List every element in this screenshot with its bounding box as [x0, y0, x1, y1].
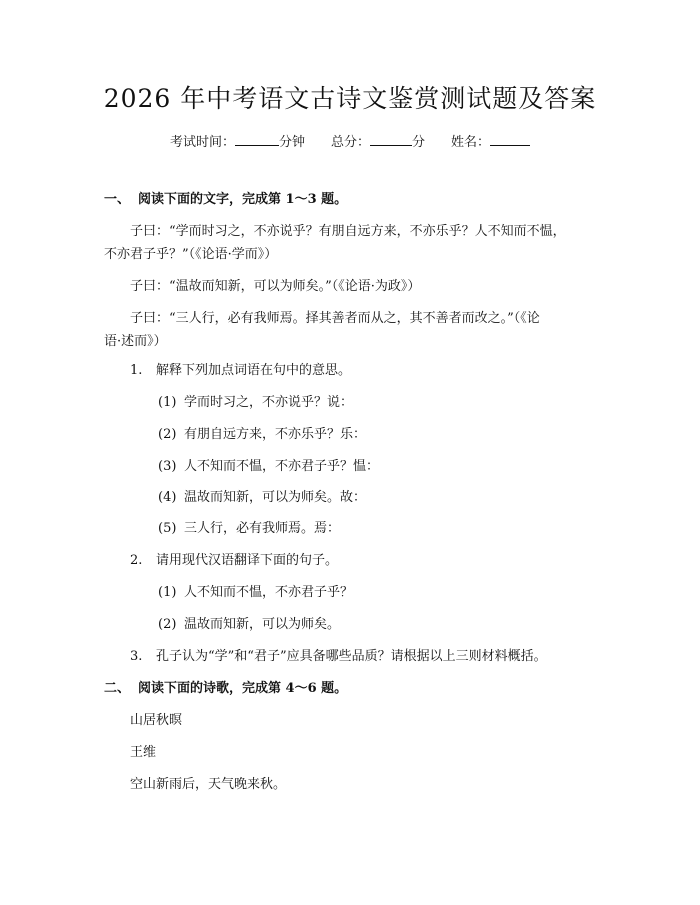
question-item [158, 583, 353, 603]
section-heading-1 [104, 190, 347, 210]
time-unit: 分钟 [278, 135, 305, 150]
name-label: 姓名： [451, 135, 491, 150]
section-heading-2 [104, 679, 347, 699]
question-item [158, 488, 366, 508]
item-text: 三人行，必有我师焉。焉： [184, 521, 341, 536]
item-text: 温故而知新，可以为师矣。 [184, 617, 341, 632]
exam-info-line [0, 131, 700, 153]
item-text: 人不知而不愠，不亦君子乎？ [184, 585, 354, 600]
question-text: 解释下列加点词语在句中的意思。 [156, 363, 352, 378]
question-2 [130, 551, 338, 571]
passage-line: 子曰：“学而时习之，不亦说乎？有朋自远方来，不亦乐乎？人不知而不愠， [130, 224, 566, 239]
score-label: 总分： [330, 135, 370, 150]
question-text: 孔子认为“学”和“君子”应具备哪些品质？请根据以上三则材料概括。 [156, 649, 547, 664]
section-number: 二、 [104, 681, 131, 696]
passage-line: 子曰：“三人行，必有我师焉。择其善者而从之，其不善者而改之。”（《论 [130, 311, 540, 326]
item-number: (1) [158, 395, 177, 410]
question-item [158, 519, 340, 539]
question-number: 1. [130, 363, 143, 378]
item-number: (2) [158, 617, 177, 632]
section-heading-text: 阅读下面的文字，完成第 1～3 题。 [138, 192, 348, 207]
passage-line: 语·述而》） [104, 334, 167, 349]
item-text: 人不知而不愠，不亦君子乎？愠： [184, 459, 380, 474]
document-title: 2026 年中考语文古诗文鉴赏测试题及答案 [103, 84, 597, 113]
time-label: 考试时间： [169, 135, 235, 150]
question-number: 2. [130, 553, 143, 568]
poem-line: 空山新雨后，天气晚来秋。 [130, 777, 287, 792]
section-number: 一、 [104, 192, 131, 207]
item-text: 有朋自远方来，不亦乐乎？乐： [184, 427, 367, 442]
question-item [158, 425, 366, 445]
passage-line: 子曰：“温故而知新，可以为师矣。”（《论语·为政》） [130, 279, 421, 294]
item-text: 温故而知新，可以为师矣。故： [184, 490, 367, 505]
score-unit: 分 [412, 135, 426, 150]
score-blank [370, 131, 412, 146]
item-text: 学而时习之，不亦说乎？说： [184, 395, 354, 410]
poem-title: 山居秋暝 [130, 713, 183, 728]
item-number: (2) [158, 427, 177, 442]
poem-author: 王维 [130, 745, 157, 760]
question-item [158, 393, 353, 413]
passage-line: 不亦君子乎？”（《论语·学而》） [104, 247, 278, 262]
section-heading-text: 阅读下面的诗歌，完成第 4～6 题。 [138, 681, 348, 696]
question-item [158, 615, 340, 635]
question-3 [130, 647, 547, 667]
item-number: (5) [158, 521, 177, 536]
question-text: 请用现代汉语翻译下面的句子。 [156, 553, 339, 568]
question-1 [130, 361, 351, 381]
question-number: 3. [130, 649, 143, 664]
item-number: (4) [158, 490, 177, 505]
item-number: (1) [158, 585, 177, 600]
question-item [158, 457, 379, 477]
name-blank [490, 131, 530, 146]
time-blank [235, 131, 279, 146]
item-number: (3) [158, 459, 177, 474]
